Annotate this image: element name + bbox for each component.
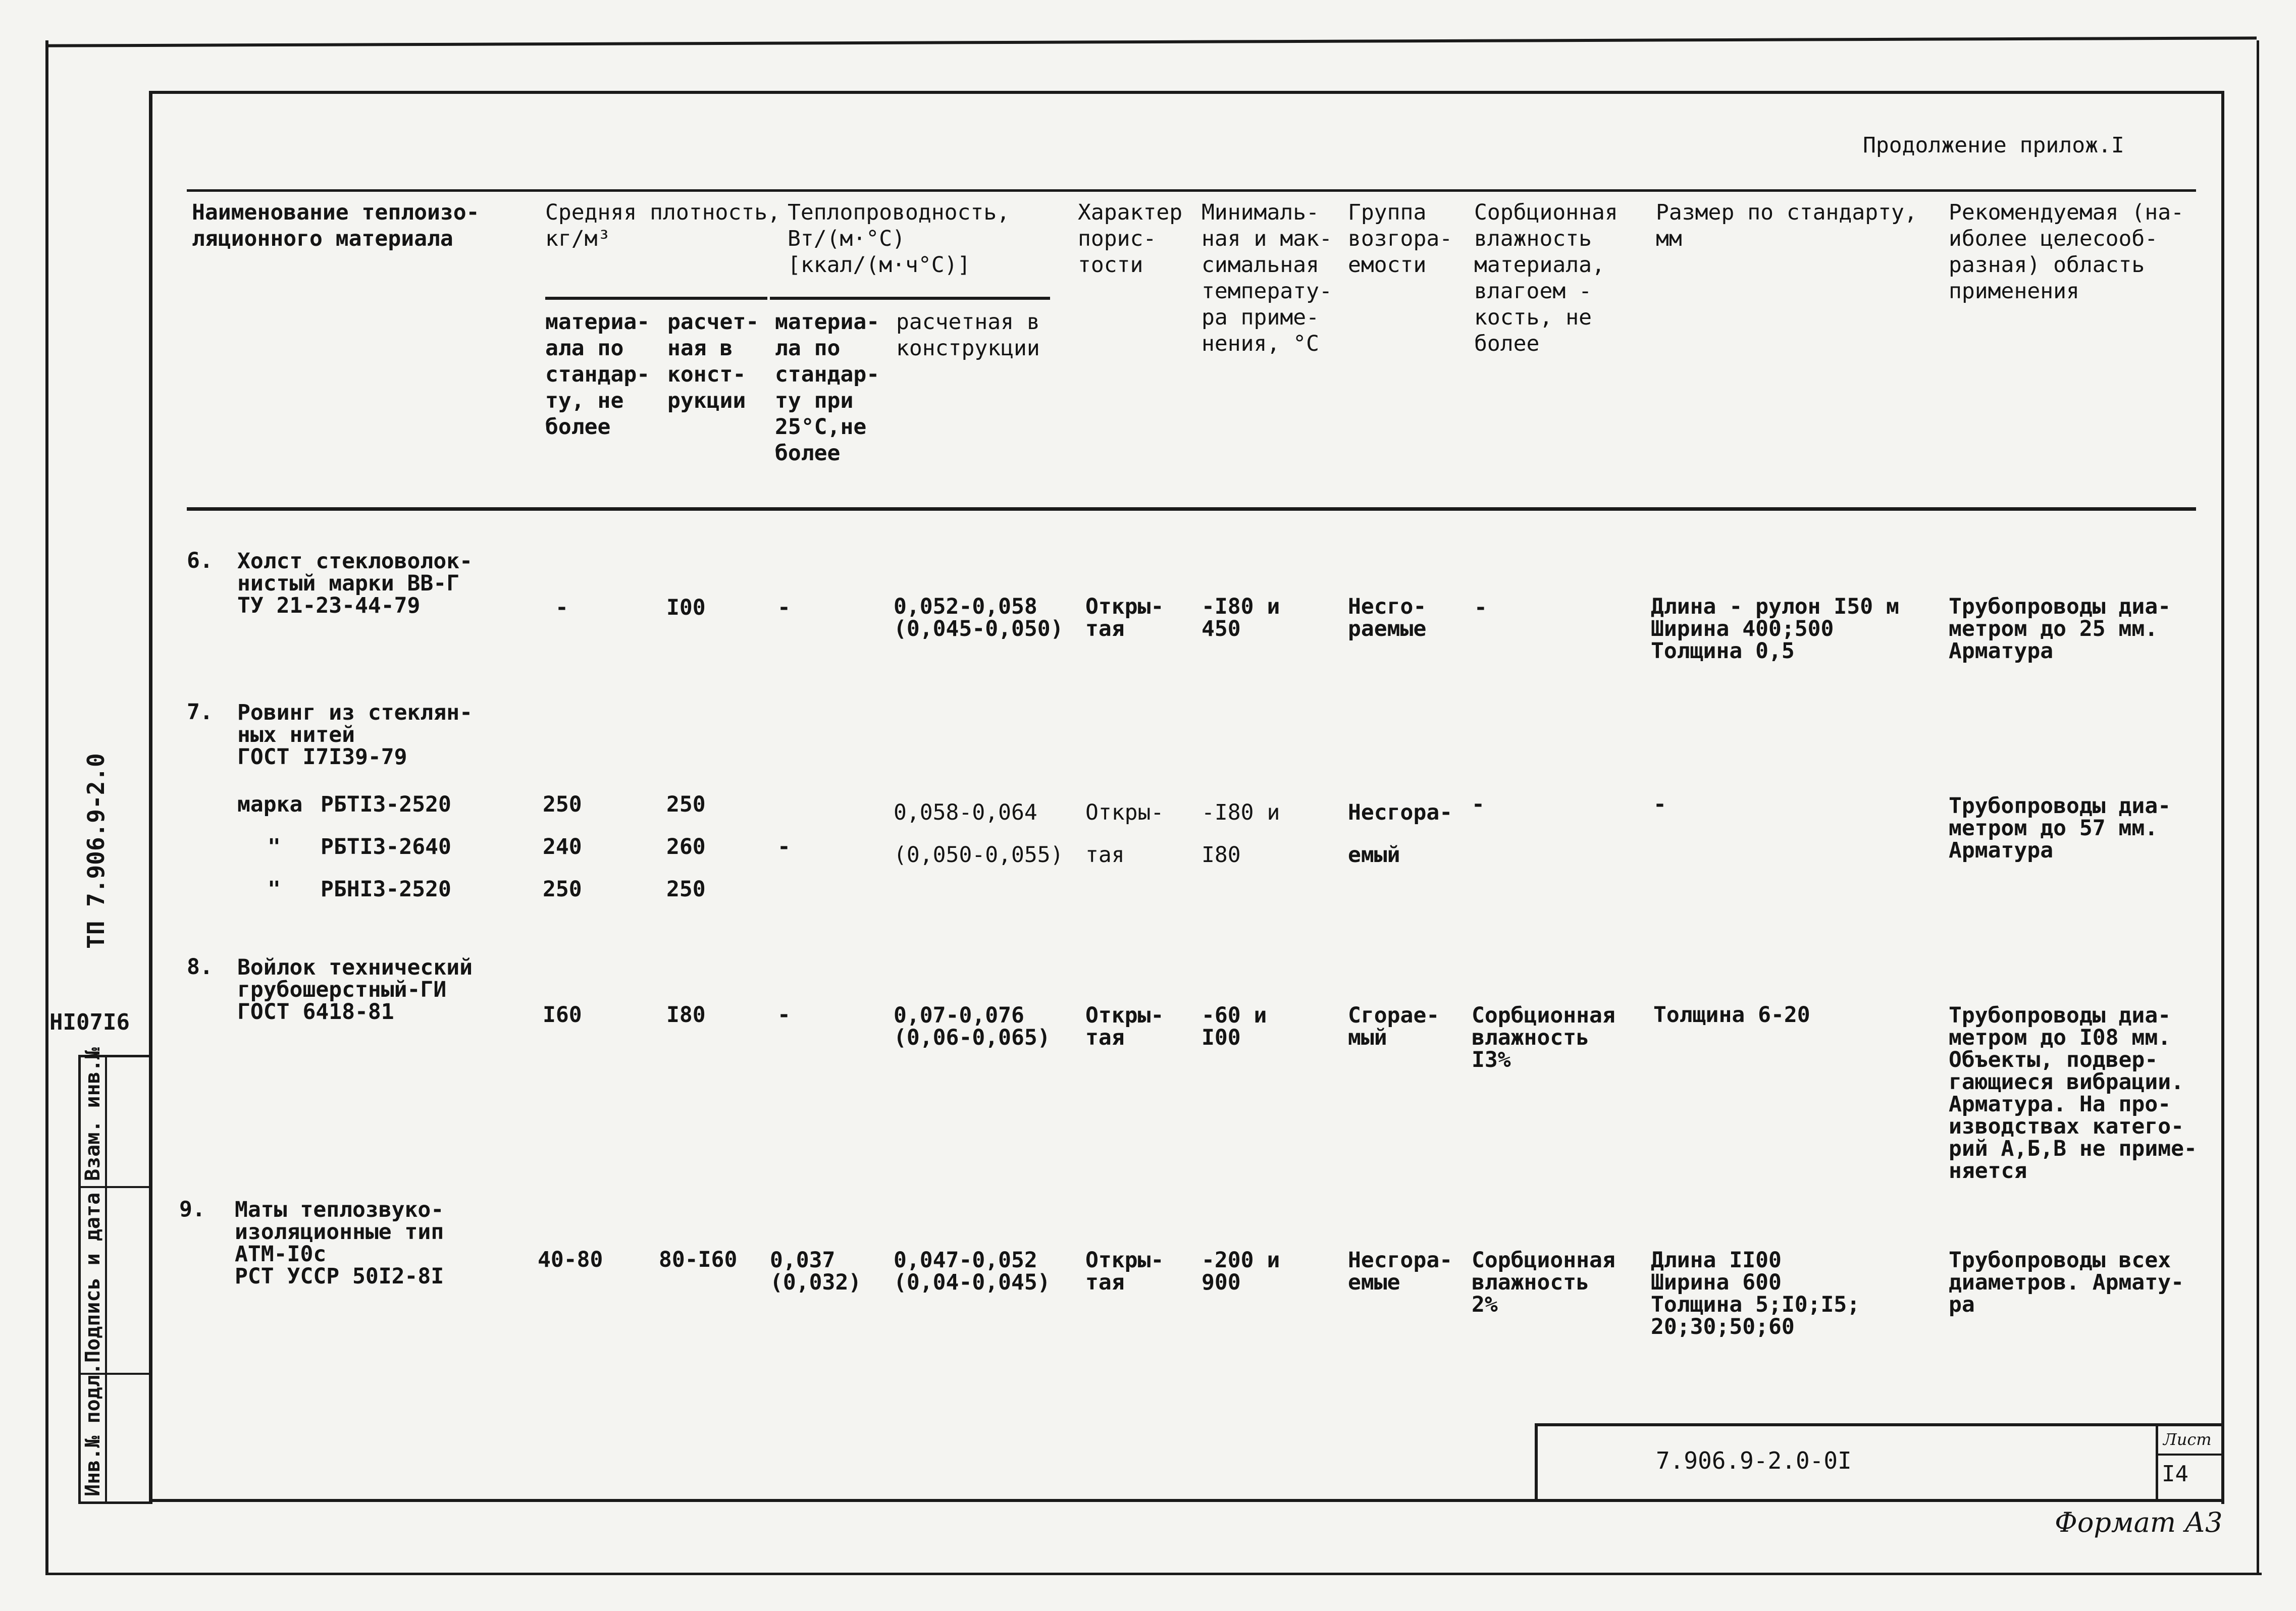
conductivity-sub-rule	[770, 297, 1050, 300]
header-cond-calc: расчетная в конструкции	[896, 309, 1040, 361]
header-cond-std: материа- ла по стандар- ту при 25°С,не более	[775, 309, 880, 466]
side-doc-code: ТП 7.906.9-2.0	[82, 753, 110, 949]
row9-name: Маты теплозвуко- изоляционные тип АТМ-I0с РСТ УССР 50I2-8I	[235, 1197, 444, 1289]
stamp-box-mid	[105, 1055, 107, 1504]
row8-porosity: Откры- тая	[1085, 1003, 1164, 1050]
row6-size: Длина - рулон I50 м Ширина 400;500 Толщина 0,5	[1651, 594, 1899, 664]
stamp-replacement-inv: Взам. инв.№	[81, 1047, 105, 1181]
row6-density-std: -	[555, 595, 568, 620]
header-bottom-rule	[187, 507, 2196, 511]
row9-size: Длина II00 Ширина 600 Толщина 5;I0;I5; 20;30;50;60	[1651, 1248, 1860, 1339]
row7-brand-label: марка	[237, 792, 303, 817]
row9-density-std: 40-80	[538, 1247, 603, 1272]
header-size: Размер по стандарту, мм	[1656, 200, 1917, 251]
row7-cond-std: -	[777, 834, 791, 860]
row7-porosity: Откры- тая	[1085, 800, 1164, 868]
stamp-div-1	[78, 1186, 151, 1188]
stamp-box-bottom	[78, 1501, 151, 1504]
row7-brand-2: РБТI3-2640	[321, 834, 451, 860]
outer-frame-right	[2257, 40, 2259, 1575]
stamp-box-left	[78, 1055, 81, 1504]
inner-frame-bottom	[149, 1499, 2224, 1502]
row7-brand-3: РБНI3-2520	[321, 877, 451, 902]
header-porosity: Характер порис- тости	[1078, 200, 1183, 278]
inner-frame-left	[149, 91, 152, 1504]
row7-ditto-3: "	[268, 877, 281, 902]
title-sheet-divider	[2156, 1423, 2158, 1501]
header-conductivity: Теплопроводность, Вт/(м·°С) [ккал/(м·ч°С)]	[788, 200, 1010, 278]
format-note: Формат А3	[2055, 1507, 2223, 1538]
row8-sorption: Сорбционная влажность I3%	[1472, 1003, 1615, 1072]
row9-sorption: Сорбционная влажность 2%	[1472, 1248, 1615, 1317]
row9-num: 9.	[179, 1197, 205, 1222]
title-sheet-number: I4	[2162, 1461, 2188, 1487]
row8-density-calc: I80	[666, 1002, 706, 1028]
row6-cond-std: -	[777, 595, 791, 620]
row9-temperature: -200 и 900	[1202, 1248, 1280, 1295]
row7-density-std-2: 240	[543, 834, 582, 860]
outer-frame-top	[45, 36, 2257, 47]
header-sorption: Сорбционная влажность материала, влагоем - кость, не более	[1474, 200, 1618, 356]
row6-name: Холст стекловолок- нистый марки ВВ-Г ТУ 21-23-44-79	[237, 549, 473, 618]
header-density: Средняя плотность, кг/м³	[545, 200, 780, 251]
row8-name: Войлок технический грубошерстный-ГИ ГОСТ 6418-81	[237, 955, 473, 1025]
title-block-top	[1535, 1423, 2224, 1426]
row6-num: 6.	[187, 548, 213, 573]
inner-frame-top	[149, 91, 2224, 94]
row9-density-calc: 80-I60	[659, 1247, 738, 1272]
row6-density-calc: I00	[666, 595, 706, 620]
row9-flammability: Несгора- емые	[1348, 1248, 1453, 1295]
row8-cond-calc: 0,07-0,076 (0,06-0,065)	[894, 1003, 1051, 1050]
row7-application: Трубопроводы диа- метром до 57 мм. Арматура	[1949, 793, 2171, 863]
row6-temperature: -I80 и 450	[1202, 594, 1280, 641]
header-application: Рекомендуемая (на- иболее целесооб- разная) область применения	[1949, 200, 2184, 304]
density-sub-rule	[545, 297, 767, 300]
row7-ditto-2: "	[268, 834, 281, 860]
row7-density-std-3: 250	[543, 877, 582, 902]
row7-temperature: -I80 и I80	[1202, 800, 1280, 868]
row9-porosity: Откры- тая	[1085, 1248, 1164, 1295]
side-inventory-number: НI07I6	[49, 1009, 130, 1035]
title-doc-code: 7.906.9-2.0-0I	[1656, 1447, 1852, 1474]
stamp-inv-orig: Инв.№ подл.	[81, 1363, 105, 1496]
inner-frame-right	[2221, 91, 2224, 1504]
row7-num: 7.	[187, 700, 213, 725]
row6-sorption: -	[1474, 595, 1487, 620]
row7-sorption: -	[1472, 792, 1485, 817]
title-sheet-label: Лист	[2163, 1430, 2212, 1449]
title-block-left	[1535, 1423, 1538, 1501]
title-sheet-rule	[2156, 1454, 2224, 1456]
row7-brand-1: РБТI3-2520	[321, 792, 451, 817]
row9-cond-calc: 0,047-0,052 (0,04-0,045)	[894, 1248, 1051, 1295]
row8-density-std: I60	[543, 1002, 582, 1028]
row7-size: -	[1653, 792, 1666, 817]
row7-flammability: Несгора- емый	[1348, 800, 1453, 868]
row6-flammability: Несго- раемые	[1348, 594, 1427, 641]
row9-cond-std: 0,037 (0,032)	[770, 1248, 862, 1295]
row7-density-std-1: 250	[543, 792, 582, 817]
header-temperature: Минималь- ная и мак- симальная температу- ра приме- нения, °С	[1202, 200, 1332, 356]
row7-density-calc-3: 250	[666, 877, 706, 902]
row7-density-calc-2: 260	[666, 834, 706, 860]
row7-density-calc-1: 250	[666, 792, 706, 817]
stamp-signature-date: Подпись и дата	[81, 1192, 105, 1363]
row8-application: Трубопроводы диа- метром до I08 мм. Объекты, подвер- гающиеся вибрации. Арматура. На про- изводствах катего- рий А,Б,В не приме- няется	[1949, 1003, 2197, 1184]
row6-cond-calc: 0,052-0,058 (0,045-0,050)	[894, 594, 1064, 641]
row6-porosity: Откры- тая	[1085, 594, 1164, 641]
outer-frame-bottom	[45, 1573, 2262, 1575]
row6-application: Трубопроводы диа- метром до 25 мм. Арматура	[1949, 594, 2171, 664]
row8-num: 8.	[187, 954, 213, 980]
header-density-std: материа- ала по стандар- ту, не более	[545, 309, 650, 440]
header-flammability: Группа возгора- емости	[1348, 200, 1453, 278]
row7-cond-calc: 0,058-0,064 (0,050-0,055)	[894, 800, 1064, 868]
outer-frame-left	[45, 40, 48, 1575]
header-name: Наименование теплоизо- ляционного материала	[192, 200, 480, 251]
row8-flammability: Сгорае- мый	[1348, 1003, 1440, 1050]
row9-application: Трубопроводы всех диаметров. Арматy- ра	[1949, 1248, 2184, 1317]
row7-name: Ровинг из стеклян- ных нитей ГОСТ I7I39-79	[237, 700, 473, 770]
header-density-calc: расчет- ная в конст- рукции	[667, 309, 759, 413]
row8-cond-std: -	[777, 1002, 791, 1028]
header-top-rule	[187, 189, 2196, 192]
continuation-note: Продолжение прилож.I	[1863, 133, 2124, 158]
row8-size: Толщина 6-20	[1653, 1002, 1810, 1028]
row8-temperature: -60 и I00	[1202, 1003, 1267, 1050]
